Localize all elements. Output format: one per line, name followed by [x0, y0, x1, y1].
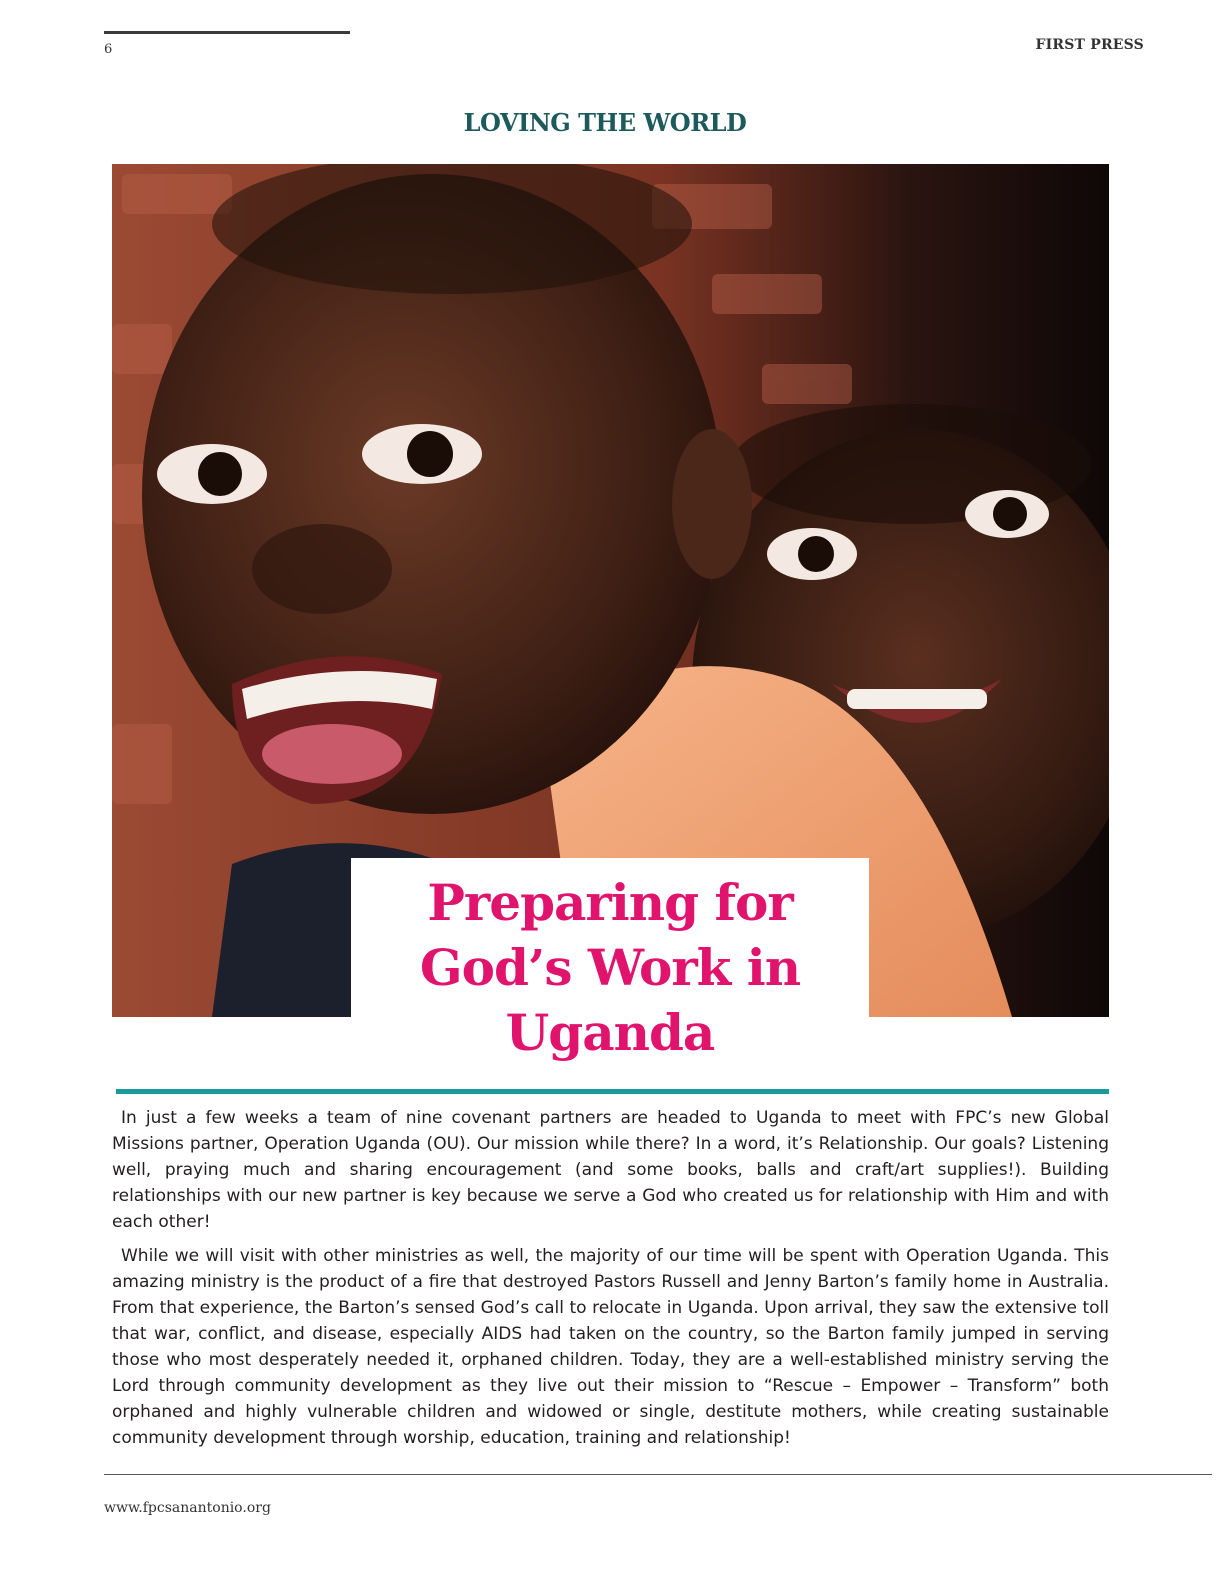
article-headline — [351, 870, 869, 1065]
article-paragraph-2: While we will visit with other ministries as well, the majority of our time will be spent with Operation Uganda. This amazing ministry is the product of a fire that destroyed Pastors Russell and Jenny Barton’s family home in Australia. From that experience, the Barton’s sensed God’s call to relocate in Uganda. Upon arrival, they saw the extensive toll that war, conflict, and disease, especially AIDS had taken on the country, so the Barton family jumped in serving those who most desperately needed it, orphaned children. Today, they are a well-established ministry serving the Lord through community development as they live out their mission to “Rescue – Empower – Transform” both orphaned and highly vulnerable children and widowed or single, destitute mothers, while creating sustainable community development through worship, education, training and relationship! — [112, 1246, 1109, 1448]
headline-line-3: Uganda — [505, 1003, 715, 1062]
headline-line-2: God’s Work in — [419, 938, 801, 997]
headline-line-1: Preparing for — [427, 873, 793, 932]
publication-name: FIRST PRESS — [1035, 37, 1144, 53]
page-number: 6 — [104, 42, 113, 57]
article-body — [112, 1105, 1109, 1459]
footer-website[interactable]: www.fpcsanantonio.org — [104, 1500, 271, 1516]
section-title: LOVING THE WORLD — [463, 108, 747, 137]
footer-rule — [104, 1474, 1212, 1475]
accent-rule — [116, 1089, 1109, 1094]
article-paragraph-1: In just a few weeks a team of nine covenant partners are headed to Uganda to meet with FPC’s new Global Missions partner, Operation Uganda (OU). Our mission while there? In a word, it’s Relationship. Our goals? Listening well, praying much and sharing encouragement (and some books, balls and craft/art supplies!). Building relationships with our new partner is key because we serve a God who created us for relationship with Him and with each other! — [112, 1108, 1109, 1232]
header-rule — [104, 31, 350, 34]
